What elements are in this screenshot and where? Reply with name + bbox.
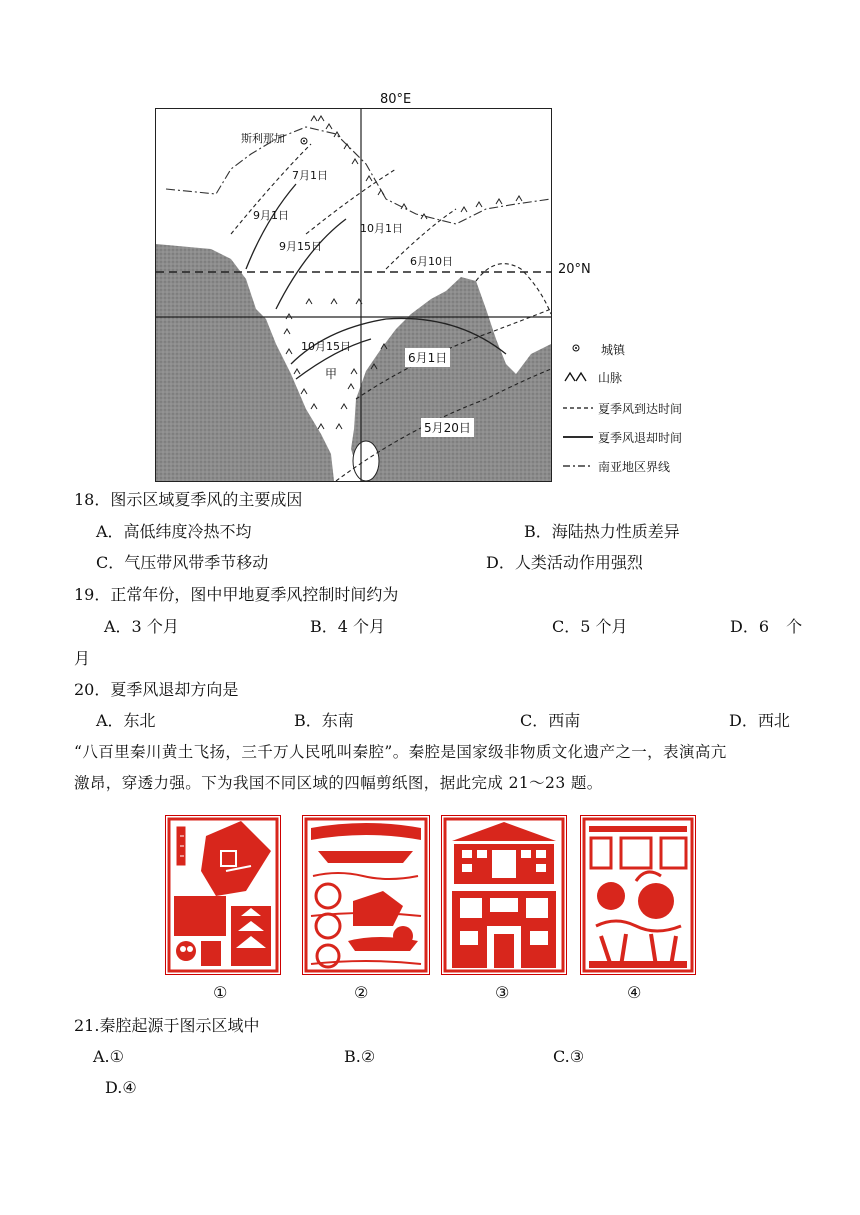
q18-option-d[interactable]: D．人类活动作用强烈 <box>486 553 643 572</box>
map-svg <box>156 109 551 481</box>
arabian-sea <box>156 244 334 481</box>
town-dot-icon <box>563 340 593 358</box>
q18-option-c[interactable]: C．气压带风带季节移动 <box>96 553 269 572</box>
q21-option-a[interactable]: A.① <box>93 1047 124 1066</box>
solid-line-icon <box>563 428 593 446</box>
monsoon-map <box>155 90 555 482</box>
date-label-jun1: 6月1日 <box>405 348 450 367</box>
papercut-label-4: ④ <box>627 983 642 1002</box>
dash-dot-line-icon <box>563 457 593 475</box>
bay-of-bengal <box>351 277 551 481</box>
q19-option-b[interactable]: B．4 个月 <box>310 617 386 636</box>
longitude-label: 80°E <box>380 92 412 107</box>
papercut-image-3 <box>441 815 567 975</box>
q19-option-d-continued: 月 <box>74 649 91 668</box>
papercut-image-4 <box>580 815 696 975</box>
date-label-may20: 5月20日 <box>421 418 474 437</box>
date-label-sep1: 9月1日 <box>253 209 289 222</box>
date-label-jul1: 7月1日 <box>292 169 328 182</box>
q21-option-c[interactable]: C.③ <box>553 1047 585 1066</box>
q19-option-d[interactable]: D．6 个 <box>730 617 803 636</box>
q21-option-d[interactable]: D.④ <box>105 1078 137 1097</box>
papercut-image-1 <box>165 815 281 975</box>
srinagar-label: 斯利那加 <box>241 132 285 145</box>
q19-stem: 19．正常年份，图中甲地夏季风控制时间约为 <box>74 585 399 604</box>
place-jia-label: 甲 <box>325 367 338 381</box>
q20-option-c[interactable]: C．西南 <box>520 711 581 730</box>
papercut-image-2 <box>302 815 430 975</box>
date-label-oct15: 10月15日 <box>301 340 351 353</box>
papercut-label-1: ① <box>213 983 228 1002</box>
q18-stem: 18．图示区域夏季风的主要成因 <box>74 490 303 509</box>
q19-option-c[interactable]: C．5 个月 <box>552 617 628 636</box>
q20-option-a[interactable]: A．东北 <box>96 711 156 730</box>
date-label-oct1: 10月1日 <box>360 222 403 235</box>
q21-stem: 21.秦腔起源于图示区域中 <box>74 1016 260 1035</box>
papercut-label-2: ② <box>354 983 369 1002</box>
q20-stem: 20．夏季风退却方向是 <box>74 680 239 699</box>
intro-line-2: 激昂，穿透力强。下为我国不同区域的四幅剪纸图，据此完成 21～23 题。 <box>74 774 603 792</box>
latitude-label: 20°N <box>558 262 591 277</box>
date-label-sep15: 9月15日 <box>279 240 322 253</box>
dashed-line-icon <box>563 399 593 417</box>
q20-option-b[interactable]: B．东南 <box>294 711 354 730</box>
q20-option-d[interactable]: D．西北 <box>729 711 790 730</box>
date-label-jun10: 6月10日 <box>410 255 453 268</box>
papercut-label-3: ③ <box>495 983 510 1002</box>
q18-option-a[interactable]: A．高低纬度冷热不均 <box>96 522 252 541</box>
map-frame <box>155 108 552 482</box>
mountain-icon <box>563 368 593 386</box>
q21-option-b[interactable]: B.② <box>344 1047 376 1066</box>
sri-lanka <box>353 441 379 481</box>
intro-line-1: “八百里秦川黄土飞扬，三千万人民吼叫秦腔”。秦腔是国家级非物质文化遗产之一，表演高亢 <box>74 743 727 761</box>
q18-option-b[interactable]: B．海陆热力性质差异 <box>524 522 680 541</box>
q19-option-a[interactable]: A．3 个月 <box>104 617 179 636</box>
